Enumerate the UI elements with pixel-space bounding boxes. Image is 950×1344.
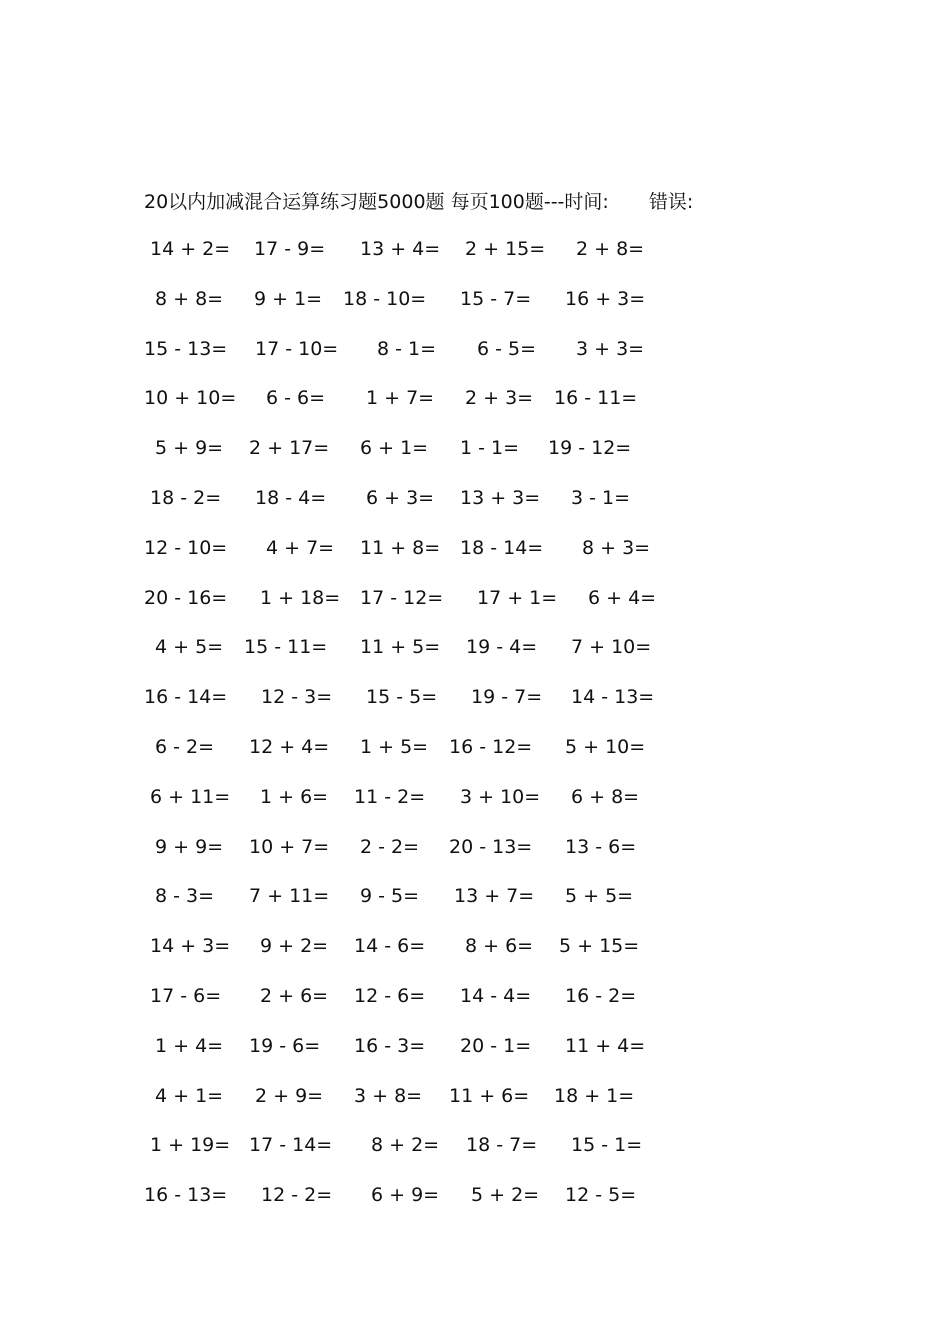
worksheet-title: 20以内加减混合运算练习题5000题 每页100题---时间: bbox=[144, 190, 609, 213]
math-problem: 19 - 12= bbox=[548, 437, 632, 460]
math-problem: 12 - 10= bbox=[144, 536, 228, 559]
math-problem: 2 - 2= bbox=[360, 835, 420, 858]
math-problem: 18 - 7= bbox=[466, 1134, 538, 1157]
math-problem: 1 + 5= bbox=[360, 735, 429, 758]
problem-row bbox=[144, 1176, 704, 1226]
problem-row bbox=[144, 628, 704, 678]
problem-row bbox=[144, 1077, 704, 1127]
math-problem: 8 - 3= bbox=[155, 885, 215, 908]
math-problem: 14 - 13= bbox=[571, 686, 655, 709]
math-problem: 13 - 6= bbox=[565, 835, 637, 858]
math-problem: 9 - 5= bbox=[360, 885, 420, 908]
math-problem: 6 + 11= bbox=[150, 785, 231, 808]
math-problem: 14 + 2= bbox=[150, 238, 231, 260]
math-problem: 12 - 5= bbox=[565, 1184, 637, 1207]
math-problem: 14 + 3= bbox=[150, 935, 231, 958]
math-problem: 6 + 8= bbox=[571, 785, 640, 808]
math-problem: 3 + 10= bbox=[460, 785, 541, 808]
math-problem: 13 + 7= bbox=[454, 885, 535, 908]
math-problem: 3 + 3= bbox=[576, 337, 645, 360]
math-problem: 17 - 6= bbox=[150, 984, 222, 1007]
math-problem: 2 + 6= bbox=[260, 984, 329, 1007]
math-problem: 5 + 2= bbox=[471, 1184, 540, 1207]
math-problem: 12 - 3= bbox=[261, 686, 333, 709]
problem-row bbox=[144, 479, 704, 529]
math-problem: 16 - 3= bbox=[354, 1034, 426, 1057]
math-problem: 1 + 7= bbox=[366, 387, 435, 410]
math-problem: 15 - 5= bbox=[366, 686, 438, 709]
problem-row bbox=[144, 728, 704, 778]
math-problem: 18 - 14= bbox=[460, 536, 544, 559]
math-problem: 19 - 4= bbox=[466, 636, 538, 659]
problem-row bbox=[144, 429, 704, 479]
math-problem: 5 + 9= bbox=[155, 437, 224, 460]
math-problem: 2 + 15= bbox=[465, 238, 546, 260]
math-problem: 15 - 11= bbox=[244, 636, 328, 659]
math-problem: 17 - 12= bbox=[360, 586, 444, 609]
math-problem: 5 + 15= bbox=[559, 935, 640, 958]
math-problem: 18 - 4= bbox=[255, 486, 327, 509]
errors-label: 错误: bbox=[648, 190, 694, 213]
math-problem: 15 - 1= bbox=[571, 1134, 643, 1157]
math-problem: 20 - 13= bbox=[449, 835, 533, 858]
math-problem: 13 + 4= bbox=[360, 238, 441, 260]
math-problem: 6 + 9= bbox=[371, 1184, 440, 1207]
math-problem: 20 - 1= bbox=[460, 1034, 532, 1057]
math-problem: 1 + 6= bbox=[260, 785, 329, 808]
math-problem: 14 - 4= bbox=[460, 984, 532, 1007]
math-problem: 16 - 12= bbox=[449, 735, 533, 758]
math-problem: 20 - 16= bbox=[144, 586, 228, 609]
math-problem: 19 - 7= bbox=[471, 686, 543, 709]
math-problem: 3 + 8= bbox=[354, 1084, 423, 1107]
math-problem: 17 - 10= bbox=[255, 337, 339, 360]
problem-row bbox=[144, 828, 704, 878]
math-problem: 11 + 4= bbox=[565, 1034, 646, 1057]
math-problem: 2 + 17= bbox=[249, 437, 330, 460]
math-problem: 11 - 2= bbox=[354, 785, 426, 808]
math-problem: 11 + 6= bbox=[449, 1084, 530, 1107]
problem-row bbox=[144, 330, 704, 380]
math-problem: 10 + 7= bbox=[249, 835, 330, 858]
math-problem: 6 + 1= bbox=[360, 437, 429, 460]
math-problem: 15 - 13= bbox=[144, 337, 228, 360]
math-problem: 1 - 1= bbox=[460, 437, 520, 460]
math-problem: 16 - 14= bbox=[144, 686, 228, 709]
math-problem: 6 - 6= bbox=[266, 387, 326, 410]
math-problem: 18 + 1= bbox=[554, 1084, 635, 1107]
math-problem: 8 + 8= bbox=[155, 287, 224, 310]
math-problem: 3 - 1= bbox=[571, 486, 631, 509]
math-problem: 12 + 4= bbox=[249, 735, 330, 758]
math-problem: 11 + 5= bbox=[360, 636, 441, 659]
math-problem: 8 - 1= bbox=[377, 337, 437, 360]
math-problem: 2 + 9= bbox=[255, 1084, 324, 1107]
worksheet-header bbox=[144, 184, 693, 216]
math-problem: 18 - 10= bbox=[343, 287, 427, 310]
math-problem: 1 + 18= bbox=[260, 586, 341, 609]
math-problem: 9 + 2= bbox=[260, 935, 329, 958]
math-problem: 16 - 13= bbox=[144, 1184, 228, 1207]
math-problem: 12 - 6= bbox=[354, 984, 426, 1007]
problem-row bbox=[144, 230, 704, 280]
math-problem: 9 + 1= bbox=[254, 287, 323, 310]
math-problem: 17 + 1= bbox=[477, 586, 558, 609]
math-problem: 1 + 19= bbox=[150, 1134, 231, 1157]
math-problem: 5 + 10= bbox=[565, 735, 646, 758]
math-problem: 12 - 2= bbox=[261, 1184, 333, 1207]
math-problem: 5 + 5= bbox=[565, 885, 634, 908]
math-problem: 17 - 14= bbox=[249, 1134, 333, 1157]
math-problem: 1 + 4= bbox=[155, 1034, 224, 1057]
problem-row bbox=[144, 778, 704, 828]
math-problem: 4 + 5= bbox=[155, 636, 224, 659]
problem-row bbox=[144, 977, 704, 1027]
math-problem: 16 + 3= bbox=[565, 287, 646, 310]
problem-grid bbox=[144, 230, 704, 1226]
math-problem: 14 - 6= bbox=[354, 935, 426, 958]
math-problem: 19 - 6= bbox=[249, 1034, 321, 1057]
math-problem: 18 - 2= bbox=[150, 486, 222, 509]
problem-row bbox=[144, 280, 704, 330]
math-problem: 6 + 3= bbox=[366, 486, 435, 509]
math-problem: 8 + 2= bbox=[371, 1134, 440, 1157]
problem-row bbox=[144, 927, 704, 977]
problem-row bbox=[144, 678, 704, 728]
math-problem: 13 + 3= bbox=[460, 486, 541, 509]
problem-row bbox=[144, 529, 704, 579]
problem-row bbox=[144, 1126, 704, 1176]
math-problem: 7 + 11= bbox=[249, 885, 330, 908]
math-problem: 6 - 2= bbox=[155, 735, 215, 758]
problem-row bbox=[144, 579, 704, 629]
math-problem: 6 + 4= bbox=[588, 586, 657, 609]
math-problem: 9 + 9= bbox=[155, 835, 224, 858]
math-problem: 4 + 1= bbox=[155, 1084, 224, 1107]
math-problem: 8 + 6= bbox=[465, 935, 534, 958]
math-problem: 7 + 10= bbox=[571, 636, 652, 659]
math-problem: 2 + 3= bbox=[465, 387, 534, 410]
math-problem: 8 + 3= bbox=[582, 536, 651, 559]
math-problem: 10 + 10= bbox=[144, 387, 237, 410]
math-problem: 16 - 11= bbox=[554, 387, 638, 410]
problem-row bbox=[144, 379, 704, 429]
problem-row bbox=[144, 877, 704, 927]
problem-row bbox=[144, 1027, 704, 1077]
math-problem: 17 - 9= bbox=[254, 238, 326, 260]
math-problem: 4 + 7= bbox=[266, 536, 335, 559]
math-problem: 15 - 7= bbox=[460, 287, 532, 310]
math-problem: 2 + 8= bbox=[576, 238, 645, 260]
math-problem: 11 + 8= bbox=[360, 536, 441, 559]
math-problem: 6 - 5= bbox=[477, 337, 537, 360]
math-problem: 16 - 2= bbox=[565, 984, 637, 1007]
